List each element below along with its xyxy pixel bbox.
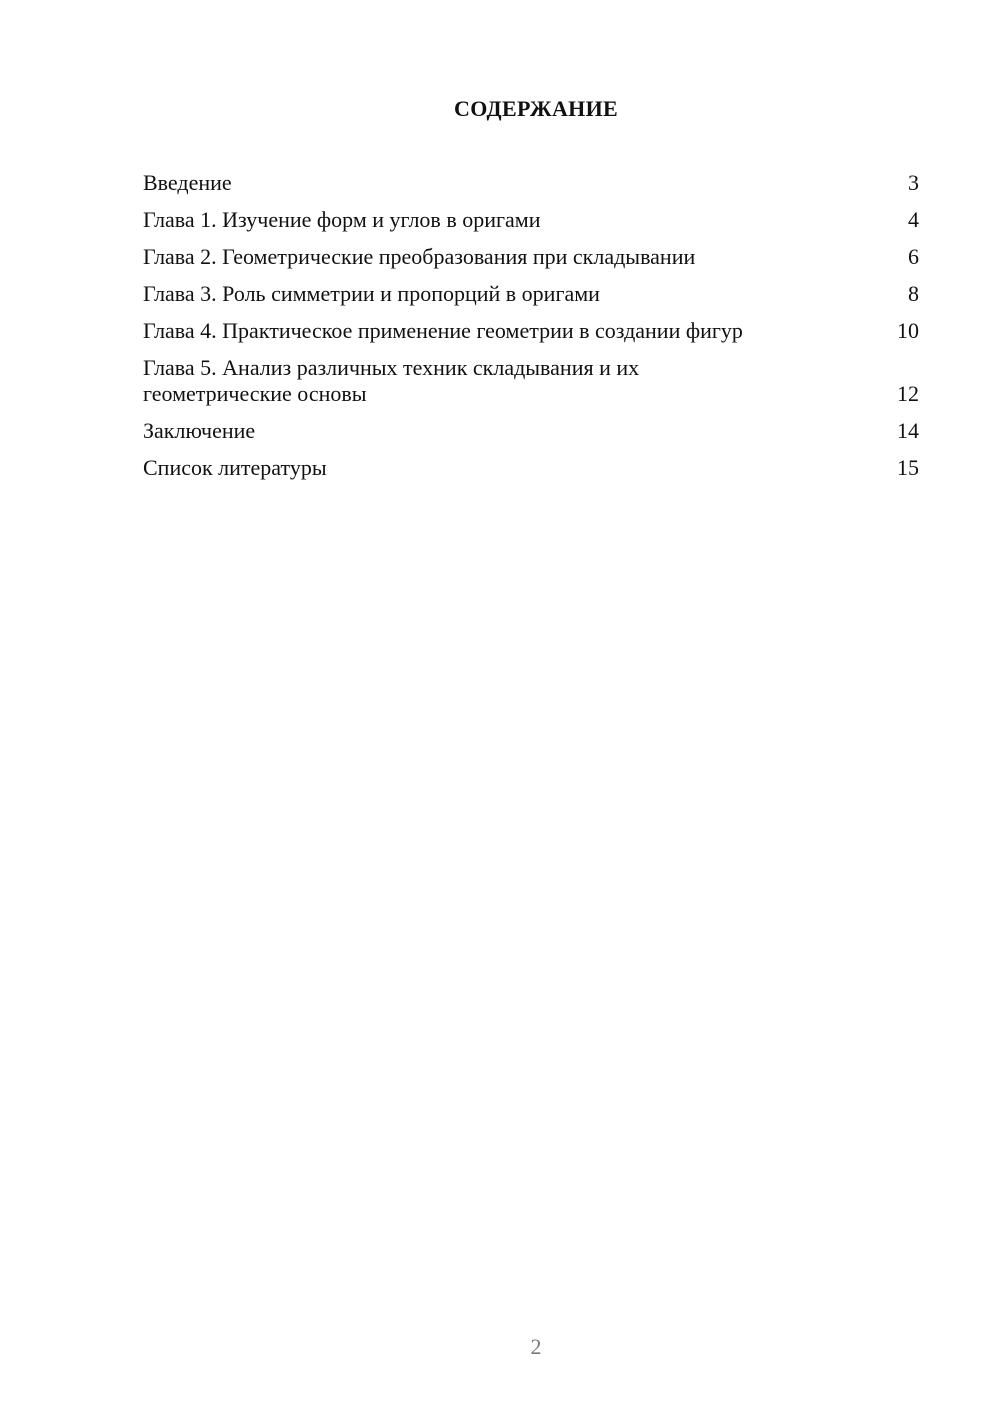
table-of-contents <box>143 170 919 492</box>
page-number: 2 <box>530 1334 542 1359</box>
toc-entry-references[interactable] <box>143 455 919 481</box>
toc-entry-title: Глава 2. Геометрические преобразования при складывании <box>143 244 696 269</box>
toc-entry-chapter-4[interactable] <box>143 318 919 344</box>
toc-entry-introduction[interactable] <box>143 170 919 196</box>
toc-entry-conclusion[interactable] <box>143 418 919 444</box>
toc-entry-chapter-5[interactable] <box>143 355 919 407</box>
toc-entry-page: 6 <box>908 244 919 269</box>
toc-entry-title: Введение <box>143 170 232 195</box>
toc-entry-page: 12 <box>897 381 919 406</box>
toc-entry-page: 15 <box>897 455 919 480</box>
toc-entry-title: Глава 1. Изучение форм и углов в оригами <box>143 207 541 232</box>
toc-entry-chapter-2[interactable] <box>143 244 919 270</box>
toc-entry-chapter-1[interactable] <box>143 207 919 233</box>
toc-entry-title: Глава 3. Роль симметрии и пропорций в оригами <box>143 281 600 306</box>
toc-entry-title: Заключение <box>143 418 256 443</box>
toc-entry-page: 4 <box>908 207 919 232</box>
toc-entry-page: 10 <box>897 318 919 343</box>
toc-entry-page: 8 <box>908 281 919 306</box>
toc-entry-title: Глава 5. Анализ различных техник складывания и их геометрические основы <box>143 355 640 406</box>
toc-entry-title: Список литературы <box>143 455 327 480</box>
toc-entry-chapter-3[interactable] <box>143 281 919 307</box>
toc-entry-page: 3 <box>908 170 919 195</box>
toc-entry-title: Глава 4. Практическое применение геометрии в создании фигур <box>143 318 743 343</box>
toc-entry-page: 14 <box>897 418 919 443</box>
page-title: СОДЕРЖАНИЕ <box>454 96 618 121</box>
